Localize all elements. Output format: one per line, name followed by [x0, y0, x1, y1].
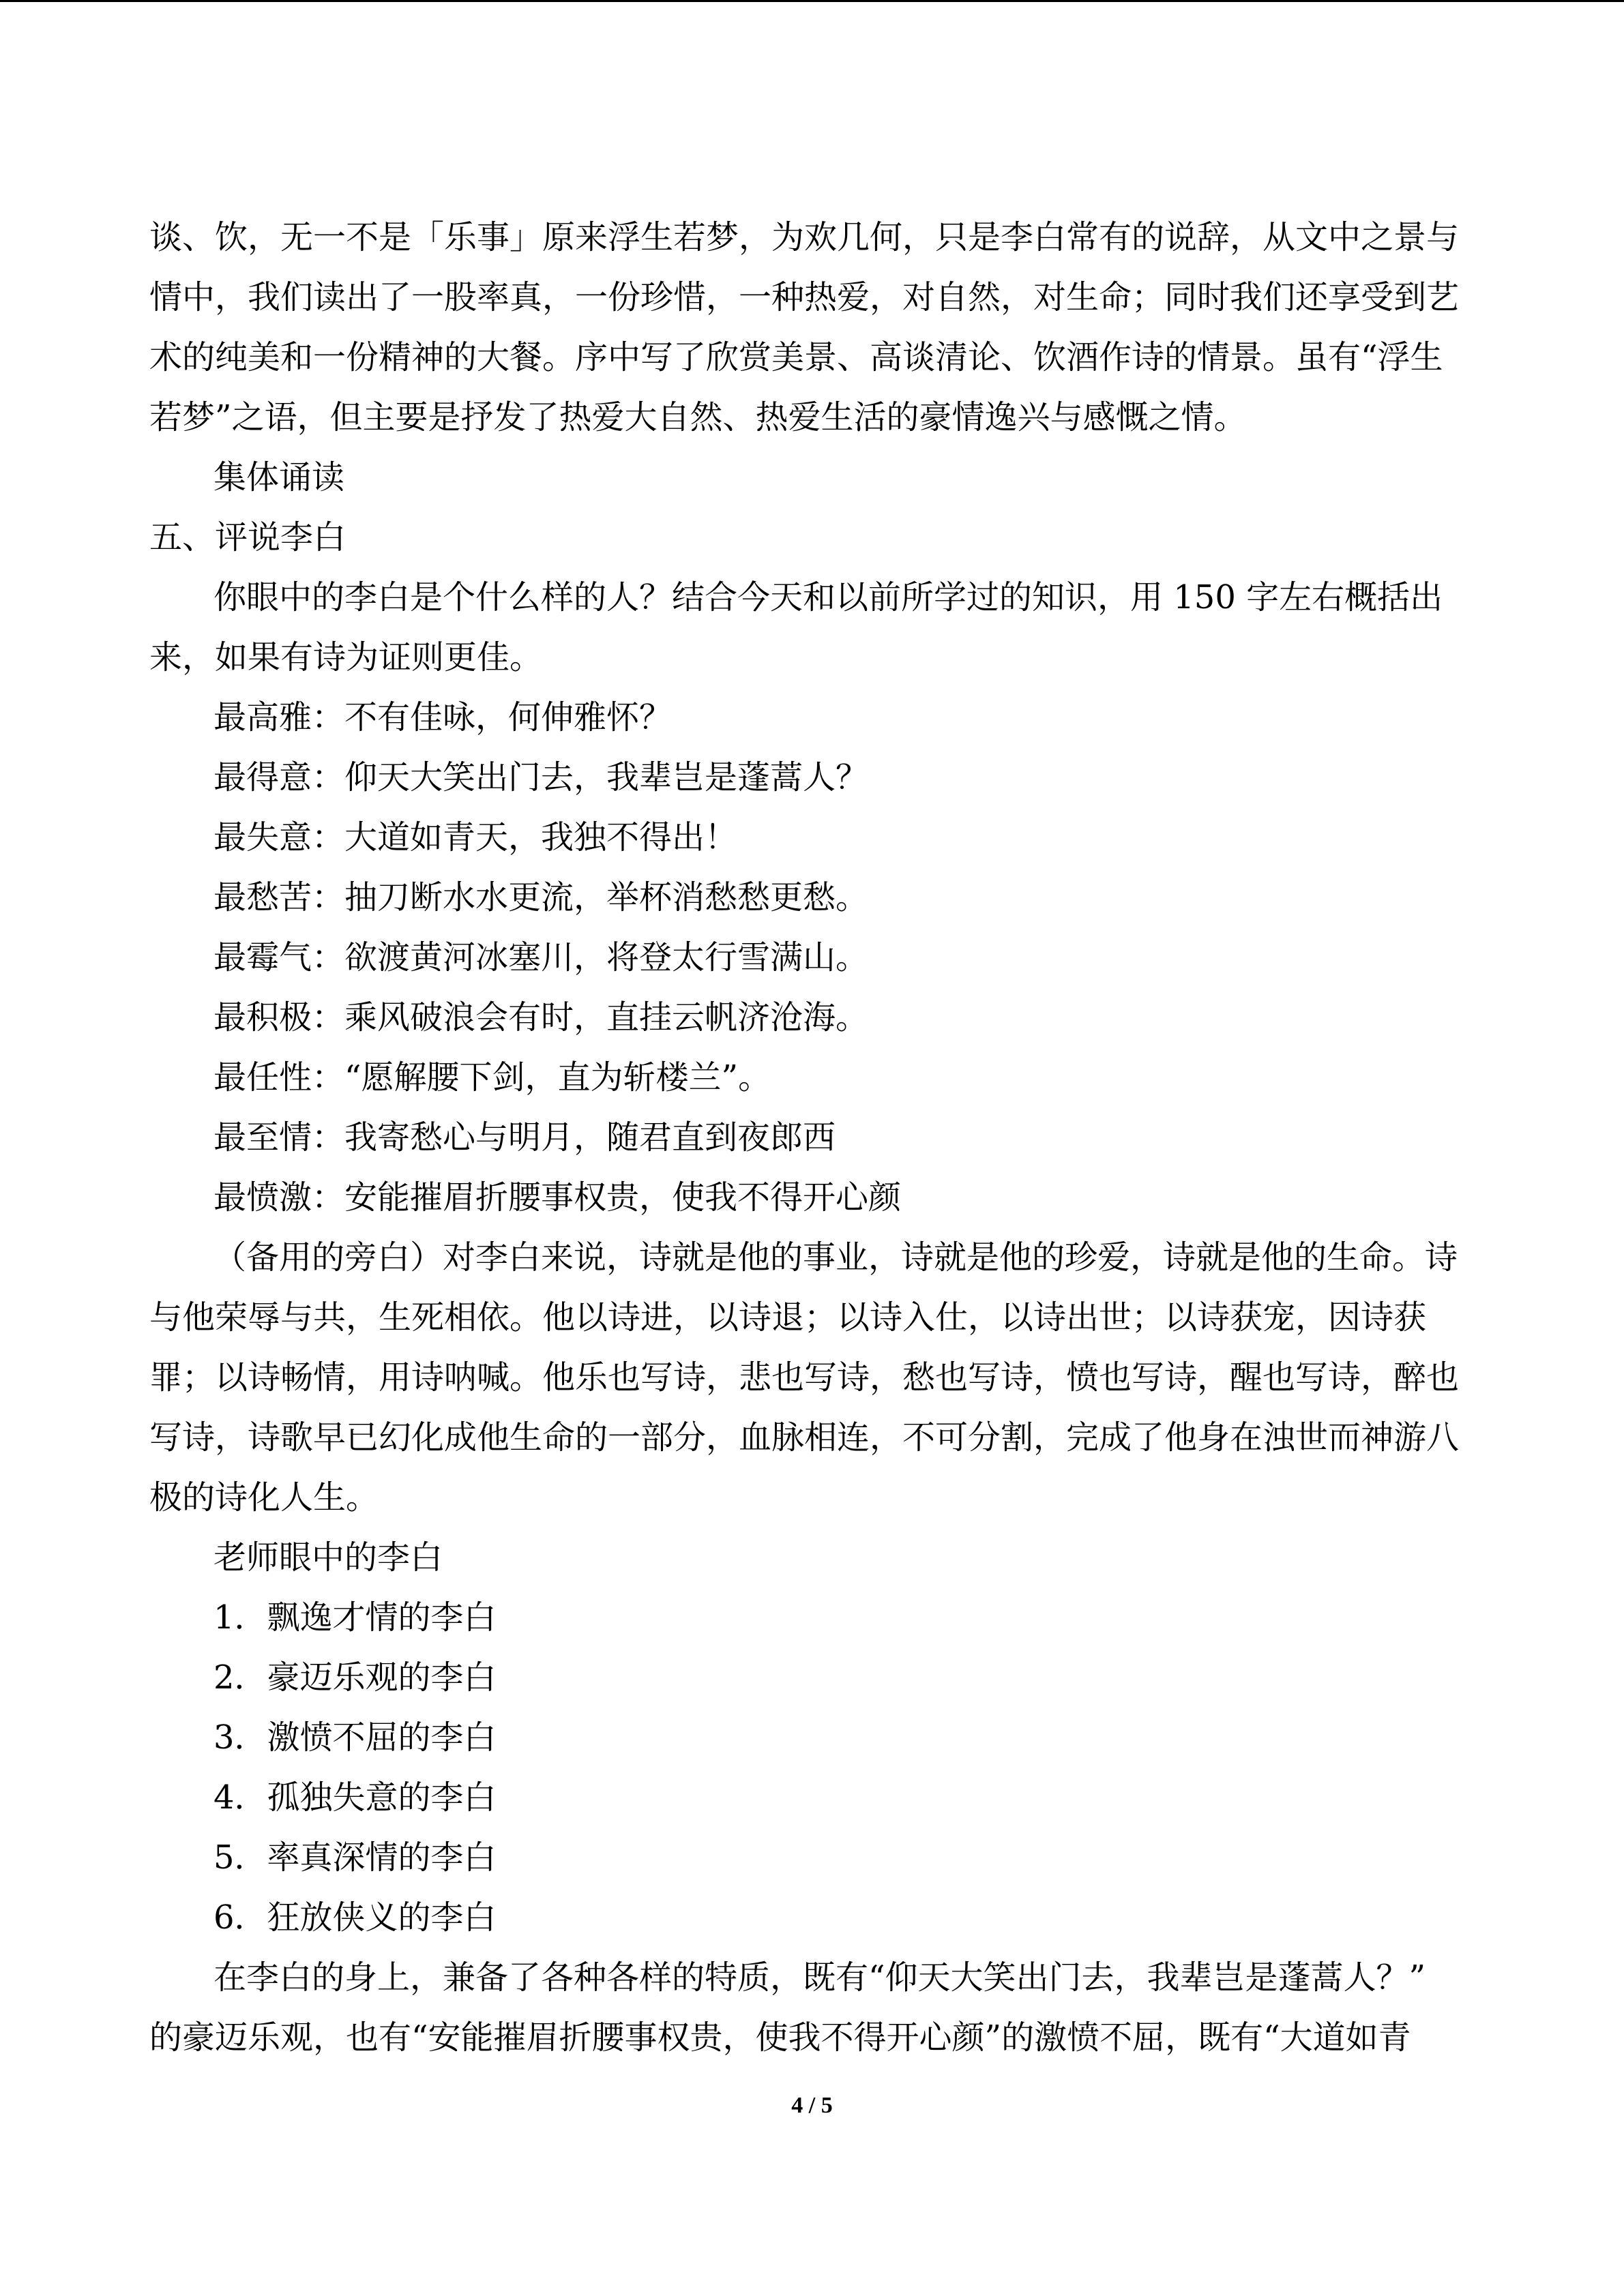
poem-line: 最愤激：安能摧眉折腰事权贵，使我不得开心颜 — [213, 1178, 902, 1217]
text-line: 罪；以诗畅情，用诗呐喊。他乐也写诗，悲也写诗，愁也写诗，愤也写诗，醒也写诗，醉也 — [149, 1358, 1460, 1397]
text-line: 来，如果有诗为证则更佳。 — [149, 638, 543, 676]
poem-line: 最积极：乘风破浪会有时，直挂云帆济沧海。 — [213, 998, 869, 1037]
list-item: 4．孤独失意的李白 — [213, 1778, 497, 1817]
text-line: （备用的旁白）对李白来说，诗就是他的事业，诗就是他的珍爱，诗就是他的生命。诗 — [213, 1238, 1458, 1277]
list-item: 2．豪迈乐观的李白 — [213, 1658, 497, 1697]
text-line: 术的纯美和一份精神的大餐。序中写了欣赏美景、高谈清论、饮酒作诗的情景。虽有“浮生 — [149, 338, 1443, 376]
text-line: 写诗，诗歌早已幻化成他生命的一部分，血脉相连，不可分割，完成了他身在浊世而神游八 — [149, 1418, 1460, 1457]
list-item: 5．率真深情的李白 — [213, 1838, 497, 1877]
text-line: 的豪迈乐观，也有“安能摧眉折腰事权贵，使我不得开心颜”的激愤不屈，既有“大道如青 — [149, 2018, 1411, 2057]
top-border-line — [0, 0, 1624, 2]
list-item: 6．狂放侠义的李白 — [213, 1898, 497, 1937]
poem-line: 最得意：仰天大笑出门去，我辈岂是蓬蒿人？ — [213, 758, 869, 796]
poem-line: 最至情：我寄愁心与明月，随君直到夜郎西 — [213, 1118, 836, 1157]
poem-line: 最高雅：不有佳咏，何伸雅怀？ — [213, 698, 673, 736]
text-line: 老师眼中的李白 — [213, 1538, 443, 1577]
document-body — [149, 207, 1459, 2068]
text-line: 你眼中的李白是个什么样的人？结合今天和以前所学过的知识，用 150 字左右概括出 — [213, 578, 1443, 616]
text-line: 集体诵读 — [213, 458, 345, 496]
poem-line: 最愁苦：抽刀断水水更流，举杯消愁愁更愁。 — [213, 878, 869, 916]
poem-line: 最任性：“愿解腰下剑，直为斩楼兰”。 — [213, 1058, 771, 1097]
list-item: 3．激愤不屈的李白 — [213, 1718, 497, 1757]
section-heading: 五、评说李白 — [149, 518, 346, 556]
text-line: 若梦”之语，但主要是抒发了热爱大自然、热爱生活的豪情逸兴与感慨之情。 — [149, 398, 1247, 436]
text-line: 谈、饮，无一不是「乐事」原来浮生若梦，为欢几何，只是李白常有的说辞，从文中之景与 — [149, 218, 1460, 256]
poem-line: 最失意：大道如青天，我独不得出！ — [213, 818, 738, 856]
text-line: 在李白的身上，兼备了各种各样的特质，既有“仰天大笑出门去，我辈岂是蓬蒿人？” — [213, 1958, 1426, 1997]
text-line: 情中，我们读出了一股率真，一份珍惜，一种热爱，对自然，对生命；同时我们还享受到艺 — [149, 278, 1460, 316]
poem-line: 最霉气：欲渡黄河冰塞川，将登太行雪满山。 — [213, 938, 869, 976]
text-line: 与他荣辱与共，生死相依。他以诗进，以诗退；以诗入仕，以诗出世；以诗获宠，因诗获 — [149, 1298, 1427, 1337]
text-line: 极的诗化人生。 — [149, 1478, 379, 1517]
list-item: 1．飘逸才情的李白 — [213, 1598, 497, 1637]
page-number: 4 / 5 — [791, 2093, 833, 2118]
